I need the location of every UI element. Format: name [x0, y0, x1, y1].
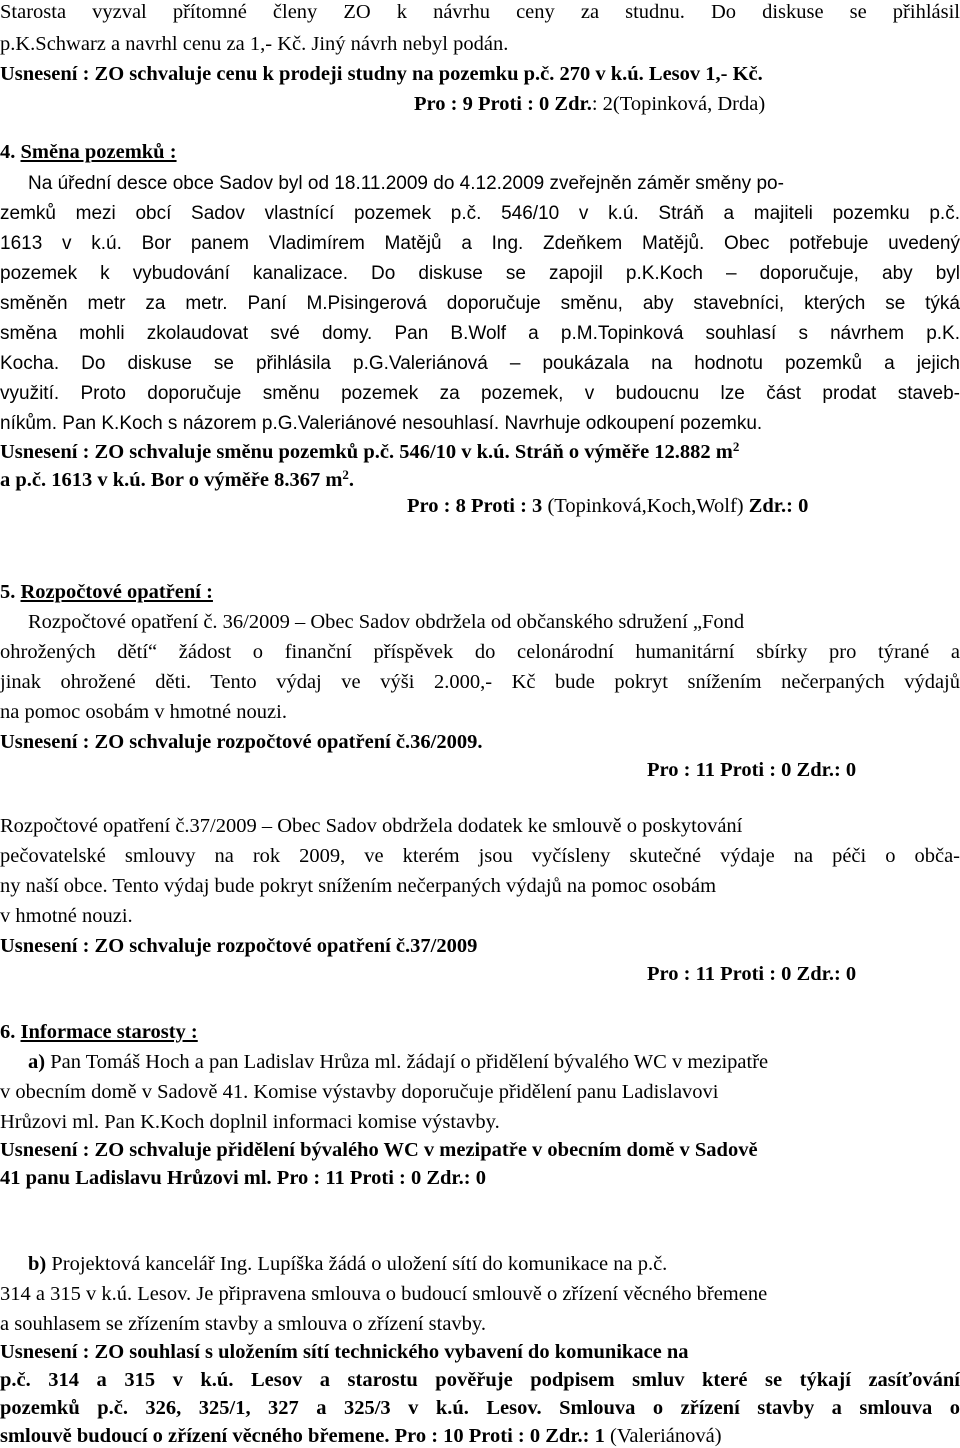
text-line [0, 846, 960, 867]
vote-line [0, 1426, 722, 1447]
resolution-line [0, 936, 477, 957]
section-heading [0, 582, 213, 603]
resolution-line [0, 467, 355, 491]
superscript: 2 [732, 439, 740, 454]
text-line [0, 642, 960, 663]
text: směna mohli zkolaudovat své domy. Pan B.Wolf a p.M.Topinková souhlasí s návrhem p.K. [0, 323, 960, 344]
resolution-text: a p.č. 1613 v k.ú. Bor o výměře 8.367 m [0, 469, 343, 491]
resolution-line [0, 1342, 689, 1363]
text-line [0, 264, 960, 283]
text: na pomoc osobám v hmotné nouzi. [0, 701, 287, 723]
text: Rozpočtové opatření č. 36/2009 – Obec Sadov obdržela od občanského sdružení „Fond [28, 611, 745, 633]
text: pečovatelské smlouvy na rok 2009, ve kterém jsou vyčísleny skutečné výdaje na péči o obča- [0, 845, 960, 867]
text: Na úřední desce obce Sadov byl od 18.11.2009 do 4.12.2009 zveřejněn záměr směny po- [28, 173, 784, 194]
vote-line [407, 496, 808, 517]
section-title: Směna pozemků : [20, 141, 177, 163]
resolution-text: Usnesení : ZO schvaluje směnu pozemků p.č. 546/10 v k.ú. Stráň o výměře 12.882 m [0, 441, 733, 463]
resolution-line [0, 64, 763, 85]
text: jinak ohrožené děti. Tento výdaj ve výši 2.000,- Kč bude pokryt snížením nečerpaných výdajů [0, 671, 960, 693]
text-line [0, 414, 762, 433]
text-line [28, 1052, 768, 1073]
text: ohrožených dětí“ žádost o finanční příspěvek do celonárodní humanitární sbírky pro týrané a [0, 641, 960, 663]
resolution-text: Usnesení : ZO schvaluje rozpočtové opatření č.36/2009. [0, 731, 483, 753]
text-line [0, 324, 960, 343]
section-title: Informace starosty : [20, 1021, 198, 1043]
vote-line [647, 964, 856, 985]
text-line [0, 906, 133, 927]
text: Hrůzovi ml. Pan K.Koch doplnil informaci komise výstavby. [0, 1111, 500, 1133]
text: využití. Proto doporučuje směnu pozemek za pozemek, v budoucnu lze část prodat staveb- [0, 383, 960, 404]
vote-counts: Pro : 9 Proti : 0 Zdr. [414, 93, 592, 115]
resolution-text: p.č. 314 a 315 v k.ú. Lesov a starostu pověřuje podpisem smluv které se týkají zasíťování [0, 1369, 960, 1391]
resolution-text: Usnesení : ZO schvaluje cenu k prodeji studny na pozemku p.č. 270 v k.ú. Lesov 1,- Kč. [0, 63, 763, 85]
vote-abstain-names: (Valeriánová) [610, 1425, 722, 1447]
item-letter: b) [28, 1253, 47, 1275]
text: 314 a 315 v k.ú. Lesov. Je připravena smlouva o budoucí smlouvě o zřízení věcného břemene [0, 1283, 768, 1305]
text-line [28, 1254, 667, 1275]
resolution-text: pozemků p.č. 326, 325/1, 327 a 325/3 v k.ú. Lesov. Smlouva o zřízení stavby a smlouva o [0, 1397, 960, 1419]
vote-counts: Pro : 11 Proti : 0 Zdr.: 0 [647, 963, 857, 985]
section-number: 6. [0, 1021, 21, 1043]
vote-counts: Pro : 11 Proti : 0 Zdr.: 0 [647, 759, 857, 781]
resolution-text: Usnesení : ZO schvaluje přidělení bývalého WC v mezipatře v obecním domě v Sadově [0, 1139, 758, 1161]
text-line [0, 876, 716, 897]
text-line [0, 384, 960, 403]
text-line [0, 816, 742, 837]
text: Kocha. Do diskuse se přihlásila p.G.Valeriánová – poukázala na hodnotu pozemků a jejich [0, 353, 960, 374]
resolution-line [0, 1398, 960, 1419]
superscript: 2 [342, 467, 349, 482]
resolution-line [0, 1370, 960, 1391]
resolution-text: Usnesení : ZO souhlasí s uložením sítí technického vybavení do komunikace na [0, 1341, 689, 1363]
text-line [0, 702, 287, 723]
text: směněn metr za metr. Paní M.Pisingerová doporučuje směnu, aby stavebníci, kterých se týká [0, 293, 960, 314]
text: Rozpočtové opatření č.37/2009 – Obec Sadov obdržela dodatek ke smlouvě o poskytování [0, 815, 743, 837]
text-line [0, 1314, 486, 1335]
text: p.K.Schwarz a navrhl cenu za 1,- Kč. Jiný návrh nebyl podán. [0, 33, 509, 55]
section-number: 4. [0, 141, 21, 163]
resolution-line [0, 1168, 486, 1189]
text-line [28, 612, 744, 633]
text: zemků mezi obcí Sadov vlastnící pozemek p.č. 546/10 v k.ú. Stráň a majiteli pozemku p.č. [0, 203, 960, 224]
text: Pan Tomáš Hoch a pan Ladislav Hrůza ml. žádají o přidělení bývalého WC v mezipatře [45, 1051, 769, 1073]
section-title: Rozpočtové opatření : [20, 581, 213, 603]
text-line [0, 1082, 719, 1103]
vote-line [647, 760, 856, 781]
section-heading [0, 142, 177, 163]
text: v hmotné nouzi. [0, 905, 133, 927]
resolution-text: Usnesení : ZO schvaluje rozpočtové opatření č.37/2009 [0, 935, 478, 957]
resolution-line [0, 732, 482, 753]
text-line [0, 2, 960, 23]
text: a souhlasem se zřízením stavby a smlouva o zřízení stavby. [0, 1313, 486, 1335]
item-letter: a) [28, 1051, 46, 1073]
vote-line [414, 94, 765, 115]
section-heading [0, 1022, 198, 1043]
text: 1613 v k.ú. Bor panem Vladimírem Matějů a Ing. Zdeňkem Matějů. Obec potřebuje uvedený [0, 233, 960, 254]
text: Starosta vyzval přítomné členy ZO k návrhu ceny za studnu. Do diskuse se přihlásil [0, 1, 960, 23]
resolution-line [0, 1140, 758, 1161]
text: níkům. Pan K.Koch s názorem p.G.Valeriánové nesouhlasí. Navrhuje odkoupení pozemku. [0, 413, 763, 434]
text-line [0, 234, 960, 253]
resolution-line [0, 439, 740, 463]
text-line [0, 34, 508, 55]
text: pozemek k vybudování kanalizace. Do diskuse se zapojil p.K.Koch – doporučuje, aby byl [0, 263, 960, 284]
text-line [0, 1284, 767, 1305]
text-line [0, 354, 960, 373]
text-line [0, 672, 960, 693]
text-line [28, 174, 784, 193]
text-line [0, 1112, 500, 1133]
vote-abstain-names: : 2(Topinková, Drda) [591, 93, 766, 115]
text-line [0, 204, 960, 223]
resolution-text: 41 panu Ladislavu Hrůzovi ml. Pro : 11 Proti : 0 Zdr.: 0 [0, 1167, 486, 1189]
vote-counts: Pro : 8 Proti : 3 [407, 495, 548, 517]
text: Projektová kancelář Ing. Lupíška žádá o uložení sítí do komunikace na p.č. [46, 1253, 668, 1275]
text: ny naší obce. Tento výdaj bude pokryt snížením nečerpaných výdajů na pomoc osobám [0, 875, 717, 897]
resolution-text: . [348, 469, 355, 491]
vote-abstain: Zdr.: 0 [748, 495, 809, 517]
text: v obecním domě v Sadově 41. Komise výstavby doporučuje přidělení panu Ladislavovi [0, 1081, 719, 1103]
resolution-text: smlouvě budoucí o zřízení věcného břemene. Pro : 10 Proti : 0 Zdr.: 1 [0, 1425, 611, 1447]
section-number: 5. [0, 581, 21, 603]
vote-against-names: (Topinková,Koch,Wolf) [547, 495, 749, 517]
text-line [0, 294, 960, 313]
